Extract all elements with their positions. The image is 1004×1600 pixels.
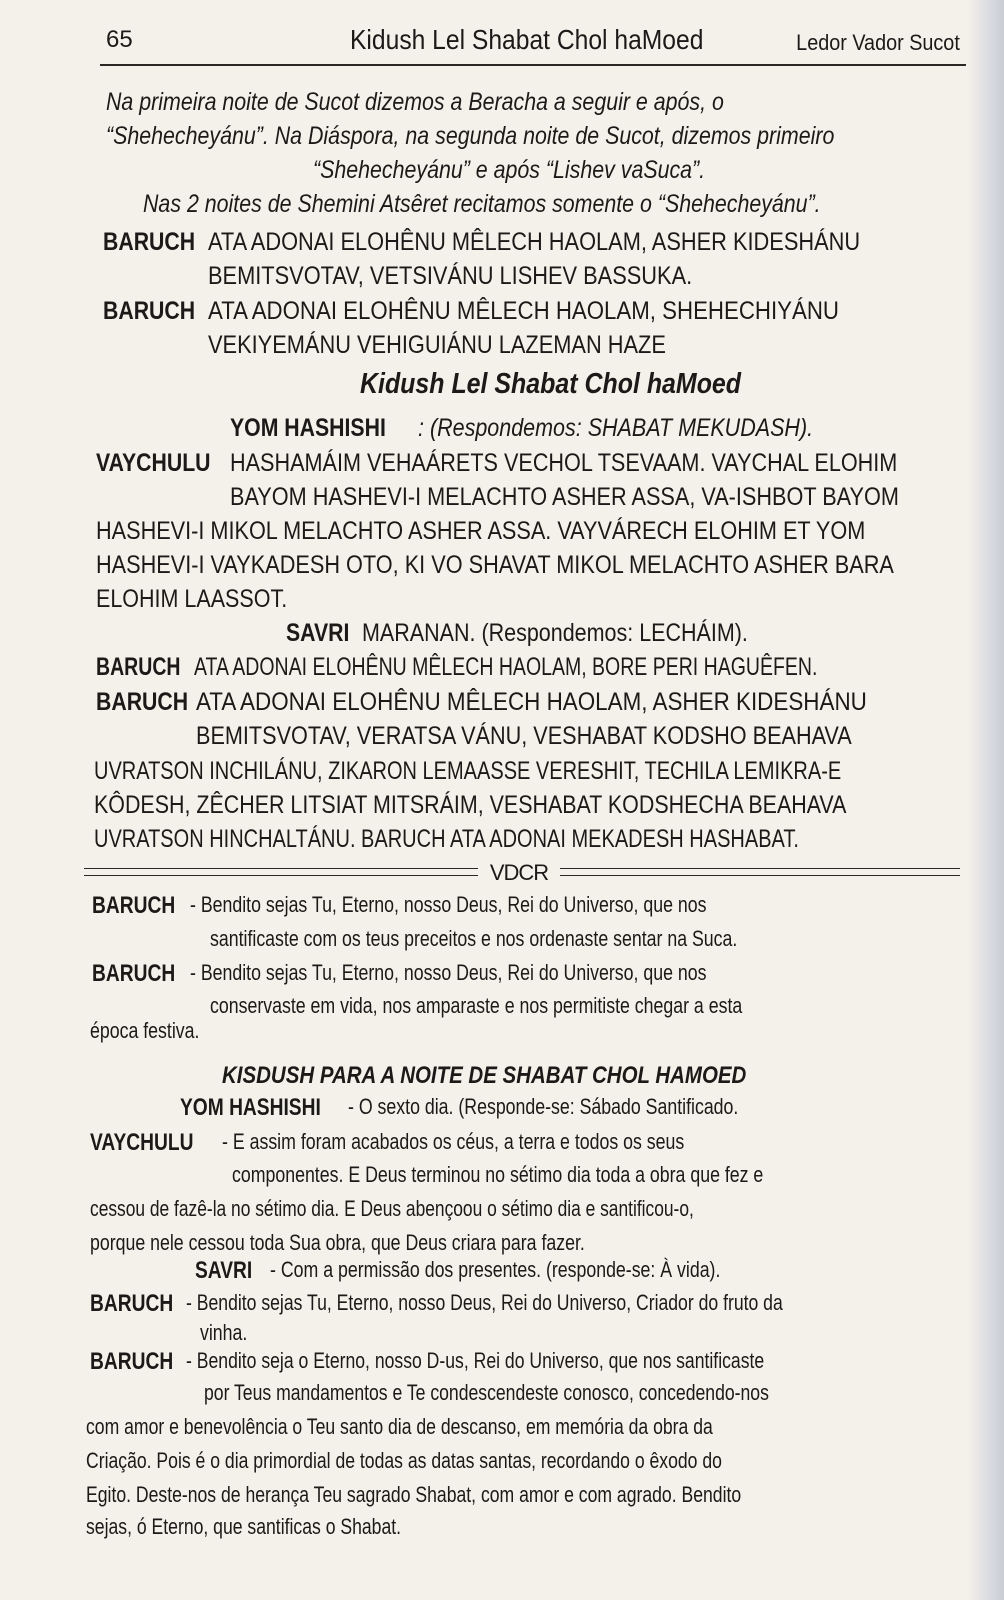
vaychulu-line: HASHAMÁIM VEHAÁRETS VECHOL TSEVAAM. VAYCHAL ELOHIM xyxy=(230,449,898,477)
translation-line: - O sexto dia. (Responde-se: Sábado Santificado. xyxy=(348,1094,739,1119)
savri-word: SAVRI xyxy=(195,1257,253,1284)
translation-line: - Bendito sejas Tu, Eterno, nosso Deus, Rei do Universo, que nos xyxy=(190,960,707,985)
kidush-title: KISDUSH PARA A NOITE DE SHABAT CHOL HAMOED xyxy=(222,1062,747,1089)
vaychulu-line: HASHEVI-I MIKOL MELACHTO ASHER ASSA. VAYVÁRECH ELOHIM ET YOM xyxy=(96,517,866,545)
yom-hashishi-word: YOM HASHISHI xyxy=(180,1094,321,1121)
translation-line: - Bendito sejas Tu, Eterno, nosso Deus, Rei do Universo, Criador do fruto da xyxy=(186,1290,783,1315)
blessing-word: BARUCH xyxy=(90,1290,174,1317)
translation-line: sejas, ó Eterno, que santificas o Shabat. xyxy=(86,1514,402,1539)
intro-line-1: Na primeira noite de Sucot dizemos a Beracha a seguir e após, o xyxy=(106,88,724,116)
yom-hashishi-response: : (Respondemos: SHABAT MEKUDASH). xyxy=(418,414,814,442)
translation-line: Egito. Deste-nos de herança Teu sagrado Shabat, com amor e com agrado. Bendito xyxy=(86,1482,742,1507)
translation-word: BARUCH xyxy=(92,960,176,987)
translation-line: componentes. E Deus terminou no sétimo dia toda a obra que fez e xyxy=(232,1162,764,1187)
intro-line-4: Nas 2 noites de Shemini Atsêret recitamos somente o “Shehecheyánu”. xyxy=(143,190,821,218)
intro-line-2: “Shehecheyánu”. Na Diáspora, na segunda noite de Sucot, dizemos primeiro xyxy=(106,122,835,150)
section-divider xyxy=(84,860,960,886)
vaychulu-word: VAYCHULU xyxy=(96,449,211,477)
blessing-line: ATA ADONAI ELOHÊNU MÊLECH HAOLAM, SHEHECHIYÁNU xyxy=(208,297,839,325)
blessing-line: ATA ADONAI ELOHÊNU MÊLECH HAOLAM, ASHER KIDESHÁNU xyxy=(208,228,861,256)
savri-line: MARANAN. (Respondemos: LECHÁIM). xyxy=(362,619,748,647)
translation-line: - E assim foram acabados os céus, a terra e todos os seus xyxy=(222,1129,685,1154)
running-title: Kidush Lel Shabat Chol haMoed xyxy=(350,24,704,55)
blessing-line: VEKIYEMÁNU VEHIGUIÁNU LAZEMAN HAZE xyxy=(208,331,666,359)
blessing-line: UVRATSON INCHILÁNU, ZIKARON LEMAASSE VERESHIT, TECHILA LEMIKRA-E xyxy=(94,757,842,785)
translation-line: com amor e benevolência o Teu santo dia de descanso, em memória da obra da xyxy=(86,1414,713,1439)
blessing-line: BEMITSVOTAV, VERATSA VÁNU, VESHABAT KODSHO BEAHAVA xyxy=(196,722,852,750)
blessing-word: BARUCH xyxy=(103,297,196,325)
blessing-word: BARUCH xyxy=(103,228,196,256)
vdcr-logo: VDCR xyxy=(478,860,560,886)
vaychulu-line: ELOHIM LAASSOT. xyxy=(96,585,288,613)
header-rule xyxy=(100,64,966,66)
page-header xyxy=(106,24,960,64)
translation-line: Criação. Pois é o dia primordial de todas as datas santas, recordando o êxodo do xyxy=(86,1448,722,1473)
translation-line: - Bendito sejas Tu, Eterno, nosso Deus, Rei do Universo, que nos xyxy=(190,892,707,917)
blessing-line: UVRATSON HINCHALTÁNU. BARUCH ATA ADONAI MEKADESH HASHABAT. xyxy=(94,825,799,853)
page-edge xyxy=(968,0,1004,1600)
yom-hashishi-word: YOM HASHISHI xyxy=(230,414,386,442)
translation-line: conservaste em vida, nos amparaste e nos permitiste chegar a esta xyxy=(210,993,743,1018)
translation-line: porque nele cessou toda Sua obra, que Deus criara para fazer. xyxy=(90,1230,585,1255)
blessing-line: ATA ADONAI ELOHÊNU MÊLECH HAOLAM, ASHER KIDESHÁNU xyxy=(196,688,867,716)
translation-line: santificaste com os teus preceitos e nos ordenaste sentar na Suca. xyxy=(210,926,738,951)
translation-line: época festiva. xyxy=(90,1018,200,1043)
blessing-line: ATA ADONAI ELOHÊNU MÊLECH HAOLAM, BORE PERI HAGUÊFEN. xyxy=(194,653,818,681)
section-title: Kidush Lel Shabat Chol haMoed xyxy=(360,368,742,400)
intro-line-3: “Shehecheyánu” e após “Lishev vaSuca”. xyxy=(313,156,706,184)
translation-line: por Teus mandamentos e Te condescendeste conosco, concedendo-nos xyxy=(204,1380,769,1405)
vaychulu-word: VAYCHULU xyxy=(90,1129,194,1156)
translation-line: - Com a permissão dos presentes. (responde-se: À vida). xyxy=(270,1257,721,1282)
page-number: 65 xyxy=(106,26,133,53)
vaychulu-line: BAYOM HASHEVI-I MELACHTO ASHER ASSA, VA-ISHBOT BAYOM xyxy=(230,483,899,511)
blessing-line: BEMITSVOTAV, VETSIVÁNU LISHEV BASSUKA. xyxy=(208,262,693,290)
vaychulu-line: HASHEVI-I VAYKADESH OTO, KI VO SHAVAT MIKOL MELACHTO ASHER BARA xyxy=(96,551,894,579)
translation-line: vinha. xyxy=(200,1320,248,1345)
blessing-word: BARUCH xyxy=(96,653,181,681)
translation-word: BARUCH xyxy=(92,892,176,919)
blessing-word: BARUCH xyxy=(96,688,189,716)
book-title: Ledor Vador Sucot xyxy=(796,30,960,55)
translation-line: - Bendito seja o Eterno, nosso D-us, Rei do Universo, que nos santificaste xyxy=(186,1348,765,1373)
translation-line: cessou de fazê-la no sétimo dia. E Deus abençoou o sétimo dia e santificou-o, xyxy=(90,1196,694,1221)
blessing-word: BARUCH xyxy=(90,1348,174,1375)
blessing-line: KÔDESH, ZÊCHER LITSIAT MITSRÁIM, VESHABAT KODSHECHA BEAHAVA xyxy=(94,791,847,819)
savri-word: SAVRI xyxy=(286,619,350,647)
